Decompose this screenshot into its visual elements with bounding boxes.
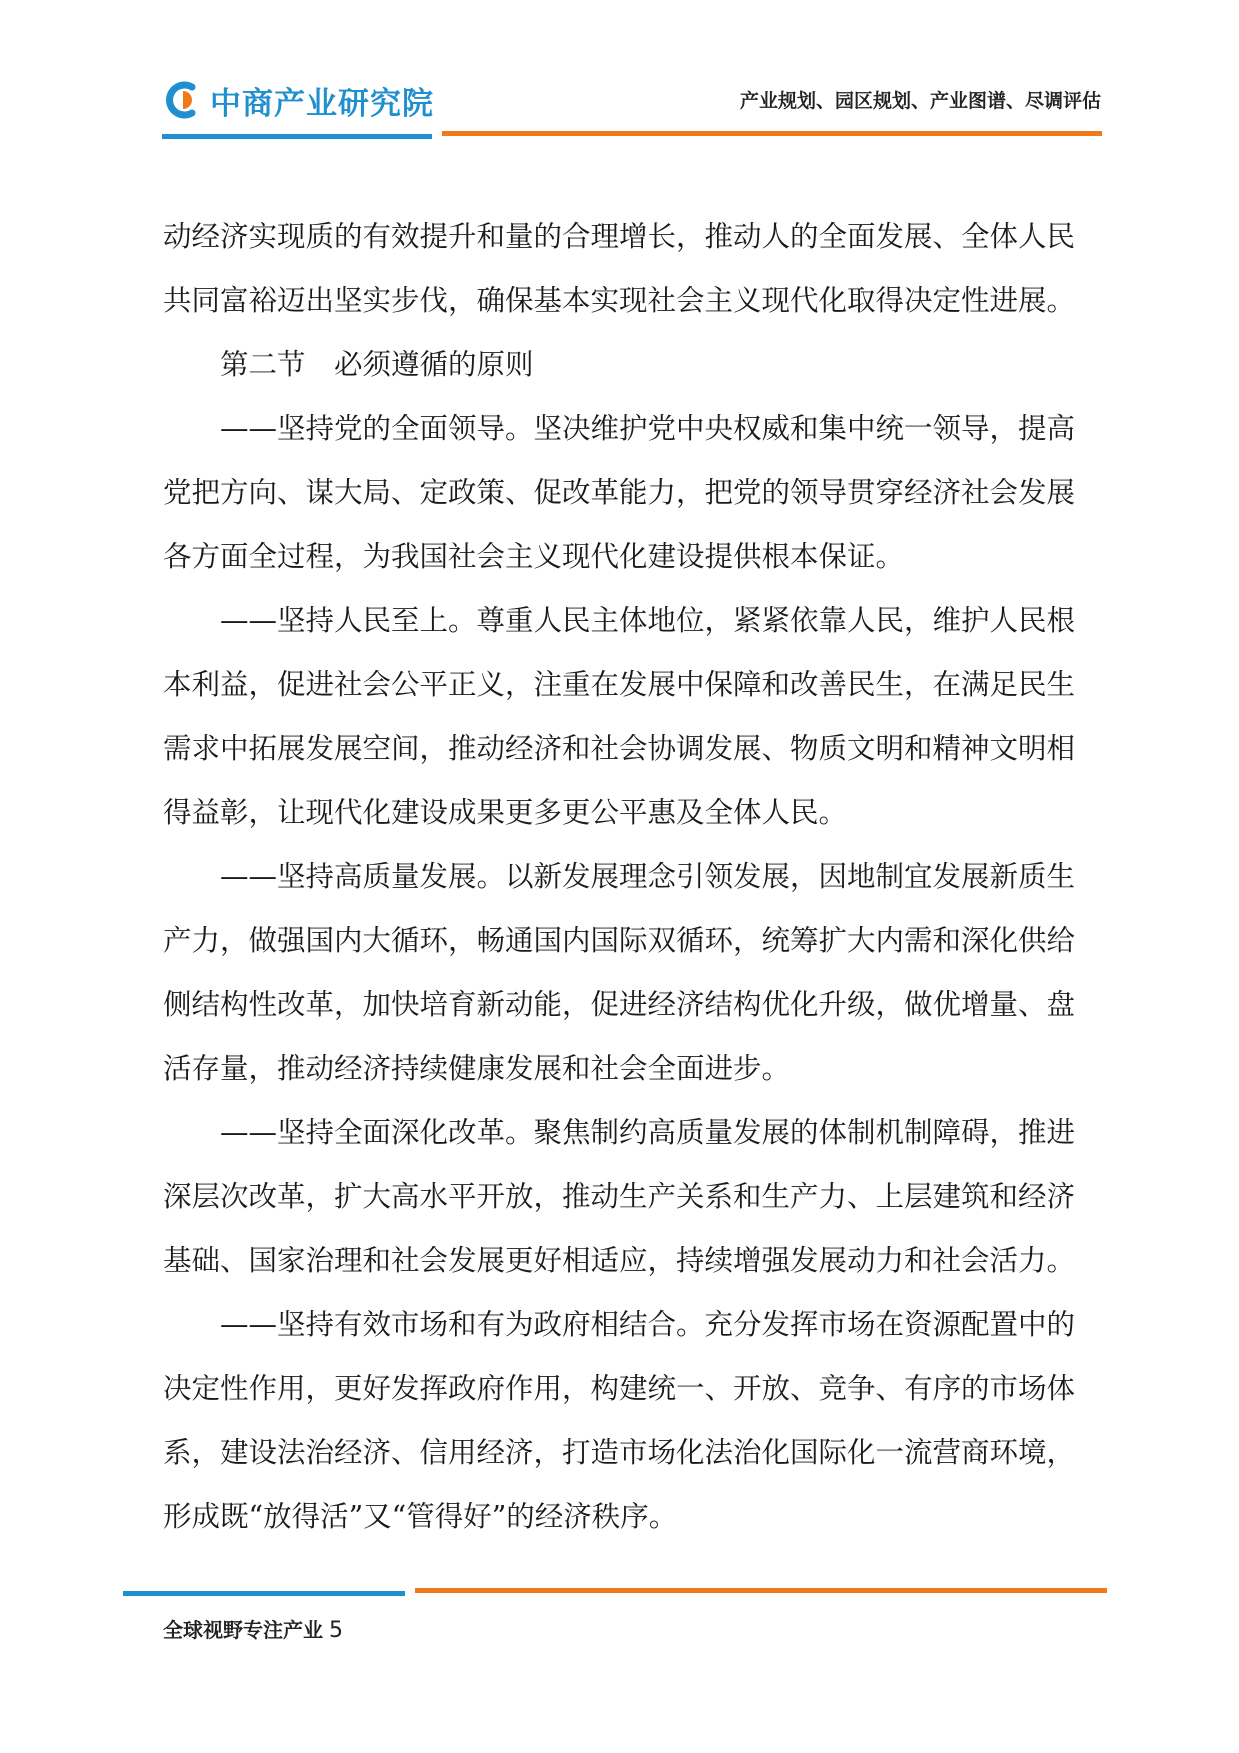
body-line: 深层次改革，扩大高水平开放，推动生产关系和生产力、上层建筑和经济 bbox=[163, 1180, 1076, 1213]
header-tagline: 产业规划、园区规划、产业图谱、尽调评估 bbox=[739, 90, 1101, 112]
body-line: 活存量，推动经济持续健康发展和社会全面进步。 bbox=[163, 1052, 791, 1085]
body-line: 决定性作用，更好发挥政府作用，构建统一、开放、竞争、有序的市场体 bbox=[163, 1372, 1076, 1405]
logo-text: 中商产业研究院 bbox=[210, 85, 434, 122]
header-divider-orange bbox=[442, 131, 1102, 136]
footer-slogan: 全球视野专注产业 bbox=[163, 1618, 323, 1642]
page-header bbox=[0, 0, 1239, 150]
body-line: 形成既“放得活”又“管得好”的经济秩序。 bbox=[163, 1500, 678, 1533]
body-line: 各方面全过程，为我国社会主义现代化建设提供根本保证。 bbox=[163, 540, 905, 573]
body-line: 需求中拓展发展空间，推动经济和社会协调发展、物质文明和精神文明相 bbox=[163, 732, 1076, 765]
principle-line: ——坚持党的全面领导。坚决维护党中央权威和集中统一领导，提高 bbox=[220, 412, 1076, 445]
body-line: 基础、国家治理和社会发展更好相适应，持续增强发展动力和社会活力。 bbox=[163, 1244, 1076, 1277]
page-footer bbox=[163, 1614, 343, 1643]
body-line: 本利益，促进社会公平正义，注重在发展中保障和改善民生，在满足民生 bbox=[163, 668, 1076, 701]
company-logo bbox=[162, 78, 434, 122]
principle-line: ——坚持人民至上。尊重人民主体地位，紧紧依靠人民，维护人民根 bbox=[220, 604, 1076, 637]
header-divider-blue bbox=[162, 134, 432, 139]
body-line: 产力，做强国内大循环，畅通国内国际双循环，统筹扩大内需和深化供给 bbox=[163, 924, 1076, 957]
body-line: 动经济实现质的有效提升和量的合理增长，推动人的全面发展、全体人民 bbox=[163, 220, 1076, 253]
section-heading: 第二节 必须遵循的原则 bbox=[220, 348, 534, 381]
principle-line: ——坚持有效市场和有为政府相结合。充分发挥市场在资源配置中的 bbox=[220, 1308, 1076, 1341]
principle-line: ——坚持高质量发展。以新发展理念引领发展，因地制宜发展新质生 bbox=[220, 860, 1076, 893]
page-number: 5 bbox=[329, 1618, 343, 1643]
document-body bbox=[163, 205, 1099, 1549]
body-line: 党把方向、谋大局、定政策、促改革能力，把党的领导贯穿经济社会发展 bbox=[163, 476, 1076, 509]
principle-line: ——坚持全面深化改革。聚焦制约高质量发展的体制机制障碍，推进 bbox=[220, 1116, 1076, 1149]
body-line: 得益彰，让现代化建设成果更多更公平惠及全体人民。 bbox=[163, 796, 848, 829]
body-line: 共同富裕迈出坚实步伐，确保基本实现社会主义现代化取得决定性进展。 bbox=[163, 284, 1076, 317]
body-line: 系，建设法治经济、信用经济，打造市场化法治化国际化一流营商环境， bbox=[163, 1436, 1076, 1469]
logo-c-icon bbox=[162, 79, 204, 121]
footer-divider-orange bbox=[415, 1588, 1107, 1593]
body-line: 侧结构性改革，加快培育新动能，促进经济结构优化升级，做优增量、盘 bbox=[163, 988, 1076, 1021]
footer-divider-blue bbox=[123, 1591, 405, 1596]
